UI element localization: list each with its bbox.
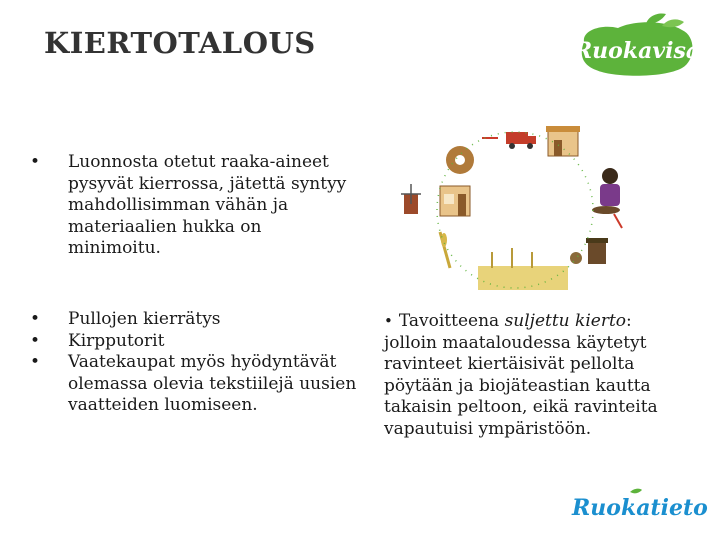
ruokatieto-logo: [570, 488, 708, 524]
donut-icon: [446, 146, 474, 174]
windmill-icon: [401, 184, 421, 214]
compost-bin-icon: [570, 238, 608, 264]
truck-icon: [506, 132, 536, 149]
shop-icon: [546, 126, 580, 156]
person-eating-icon: [592, 168, 620, 214]
list-item: • Luonnosta otetut raaka-aineet pysyvät kierrossa, jätettä syntyy mahdollisimman vähän ja materiaalien hukka on minimoitu.: [30, 152, 347, 258]
wheat-field-icon: [478, 248, 568, 290]
list-item: • Vaatekaupat myös hyödyntävät olemassa olevia tekstiilejä uusien vaatteiden luomiseen.: [30, 352, 357, 415]
svg-text:Ruokavisa: Ruokavisa: [573, 38, 701, 64]
closed-cycle-text: • Tavoitteena suljettu kierto: jolloin maataloudessa käytetyt ravinteet kiertäisivät pellolta pöytään ja biojäteastian kautta takaisin peltoon, eikä ravinteita vapautuisi ympäristöön.: [384, 311, 658, 439]
bullet-list-examples: [30, 309, 360, 417]
circular-economy-illustration: [400, 118, 640, 298]
ruokavisa-logo: [574, 12, 700, 84]
svg-text:Ruokatieto: Ruokatieto: [572, 495, 708, 521]
bakery-icon: [440, 186, 470, 216]
wheat-stalk-icon: [440, 232, 450, 268]
bullet-list-definition: [30, 152, 350, 260]
list-item: • Pullojen kierrätys: [30, 309, 221, 329]
list-item: • Kirpputorit: [30, 330, 165, 351]
slide-title: KIERTOTALOUS: [44, 26, 316, 60]
